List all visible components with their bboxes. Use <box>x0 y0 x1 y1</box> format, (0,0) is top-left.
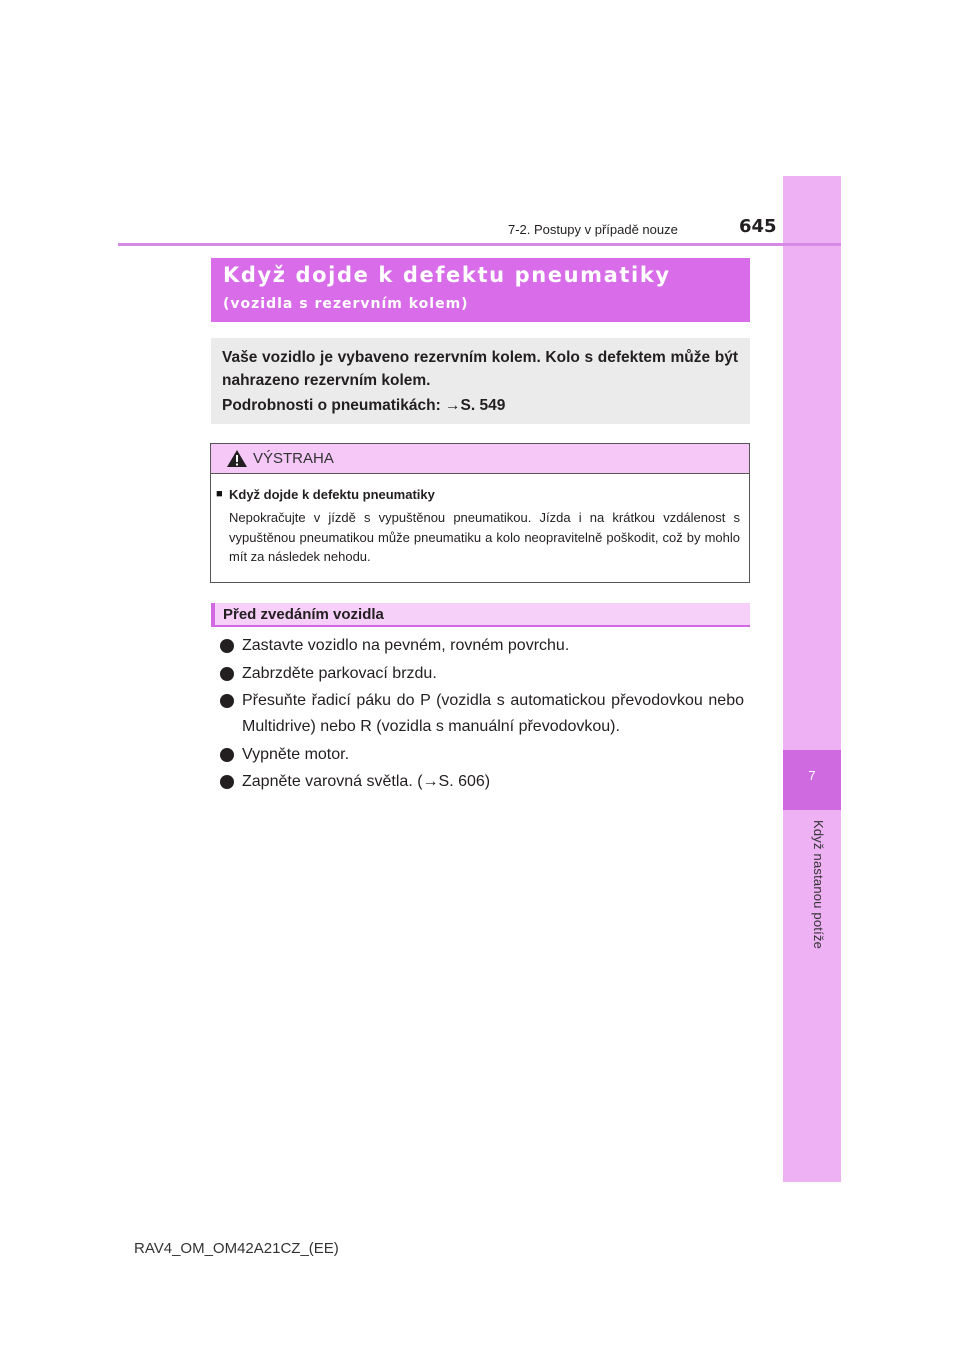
page-number: 645 <box>739 216 777 237</box>
chapter-number: 7 <box>808 768 816 783</box>
list-item <box>220 633 744 659</box>
chapter-label: Když nastanou potíže <box>811 820 826 950</box>
subsection-title: Před zvedáním vozidla <box>223 606 384 623</box>
square-bullet-icon: ■ <box>216 488 223 500</box>
bullet-icon <box>220 639 234 653</box>
step-text: Zapněte varovná světla. (→S. 606) <box>242 773 491 790</box>
page-subtitle: (vozidla s rezervním kolem) <box>223 296 469 312</box>
list-item <box>220 742 744 768</box>
chapter-side-tab <box>783 176 841 1182</box>
step-text: Vypněte motor. <box>242 745 350 763</box>
intro-text: Vaše vozidlo je vybaveno rezervním kolem. Kolo s defektem může být nahrazeno rezervním kolem. <box>222 349 738 389</box>
header-divider <box>118 243 841 246</box>
list-item <box>220 661 744 687</box>
step-text: Zastavte vozidlo na pevném, rovném povrchu. <box>242 637 570 654</box>
warning-text: Nepokračujte v jízdě s vypuštěnou pneumatikou. Jízda i na krátkou vzdálenost s vypuštěnou pneumatikou může pneumatiku a kolo neopravitelně poškodit, což by mohlo mít za následek nehodu. <box>229 510 740 564</box>
steps-list <box>220 633 744 797</box>
section-title: 7-2. Postupy v případě nouze <box>508 222 678 237</box>
warning-title: Když dojde k defektu pneumatiky <box>229 487 435 502</box>
intro-box <box>211 338 750 424</box>
bullet-icon <box>220 694 234 708</box>
page-title: Když dojde k defektu pneumatiky <box>223 263 671 287</box>
list-item <box>220 769 744 795</box>
warning-label: VÝSTRAHA <box>253 450 334 467</box>
bullet-icon <box>220 775 234 789</box>
list-item <box>220 688 744 740</box>
bullet-icon <box>220 748 234 762</box>
warning-header <box>211 444 749 474</box>
document-code: RAV4_OM_OM42A21CZ_(EE) <box>134 1240 339 1257</box>
subsection-header <box>211 603 750 627</box>
step-text: Přesuňte řadicí páku do P (vozidla s automatickou převodovkou nebo Multidrive) nebo R (vozidla s manuální převodovkou). <box>242 692 744 735</box>
warning-triangle-icon <box>226 449 248 468</box>
intro-reference: Podrobnosti o pneumatikách: →S. 549 <box>222 397 506 414</box>
warning-box <box>210 443 750 583</box>
title-banner <box>211 258 750 322</box>
step-text: Zabrzděte parkovací brzdu. <box>242 664 437 682</box>
bullet-icon <box>220 667 234 681</box>
